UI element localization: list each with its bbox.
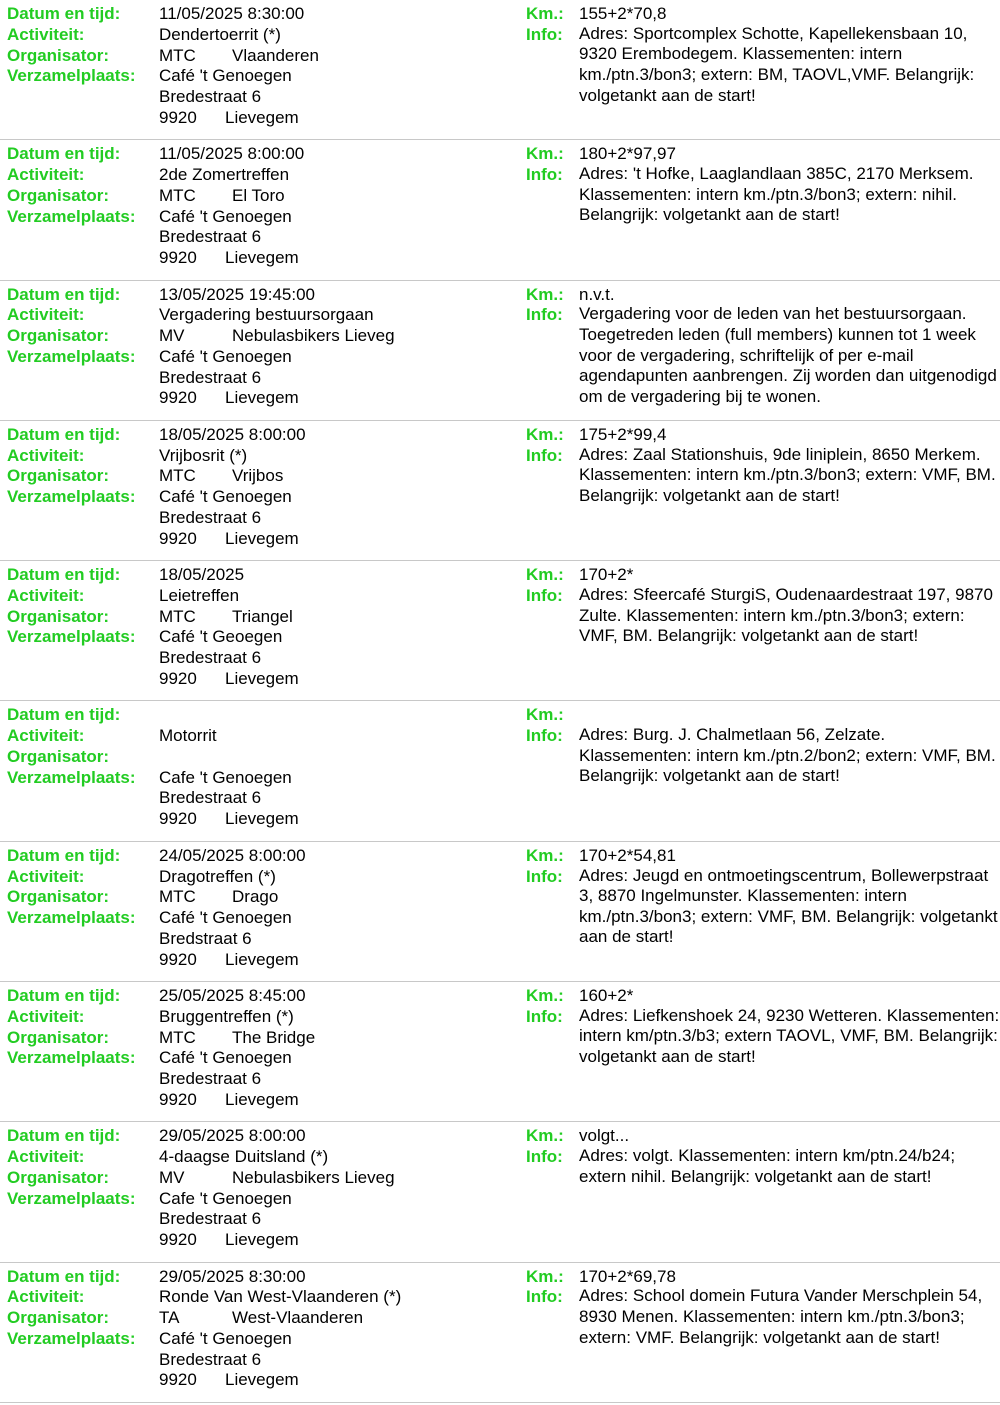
verzamelplaats-label: Verzamelplaats:	[7, 487, 136, 507]
datum-value: 11/05/2025 8:00:00	[159, 144, 305, 164]
verzamelplaats-street: Bredestraat 6	[159, 227, 262, 247]
organisator-label: Organisator:	[7, 466, 110, 486]
info-value: Adres: Jeugd en ontmoetingscentrum, Bollewerpstraat 3, 8870 Ingelmunster. Klassementen: intern km./ptn.3/bon3; extern: VMF, BM. Belangrijk: volgetankt aan de start!	[579, 865, 998, 947]
info-label: Info:	[526, 1006, 563, 1026]
verzamelplaats-city: Lievegem	[225, 1370, 299, 1390]
organisator-label: Organisator:	[7, 606, 110, 626]
datum-value: 13/05/2025 19:45:00	[159, 284, 315, 304]
info-value: Adres: 't Hofke, Laaglandlaan 385C, 2170 Merksem. Klassementen: intern km./ptn.3/bon3; extern: nihil. Belangrijk: volgetankt aan de start!	[579, 164, 974, 225]
activiteit-label: Activiteit:	[7, 1287, 85, 1307]
organisator-label: Organisator:	[7, 1308, 110, 1328]
organisator-label: Organisator:	[7, 1167, 110, 1187]
km-label: Km.:	[526, 705, 564, 725]
verzamelplaats-value: Café 't Genoegen	[159, 1048, 292, 1068]
km-value: 160+2*	[579, 986, 634, 1006]
km-value: 170+2*	[579, 565, 634, 585]
info-value: Adres: volgt. Klassementen: intern km/ptn.24/b24; extern nihil. Belangrijk: volgetankt aan de start!	[579, 1146, 956, 1186]
verzamelplaats-label: Verzamelplaats:	[7, 767, 136, 787]
event-entry	[0, 842, 1000, 982]
info-label: Info:	[526, 726, 563, 746]
verzamelplaats-city: Lievegem	[225, 949, 299, 969]
verzamelplaats-street: Bredestraat 6	[159, 1349, 262, 1369]
activiteit-label: Activiteit:	[7, 866, 85, 886]
verzamelplaats-street: Bredestraat 6	[159, 1069, 262, 1089]
organisator-code: MTC	[159, 45, 196, 65]
verzamelplaats-street: Bredstraat 6	[159, 928, 252, 948]
organisator-name: El Toro	[232, 185, 285, 205]
verzamelplaats-city: Lievegem	[225, 668, 299, 688]
event-entry	[0, 701, 1000, 841]
event-entry	[0, 1122, 1000, 1262]
organisator-label: Organisator:	[7, 746, 110, 766]
organisator-code: MV	[159, 1167, 185, 1187]
datum-value: 25/05/2025 8:45:00	[159, 986, 306, 1006]
info-value: Adres: Sportcomplex Schotte, Kapellekensbaan 10, 9320 Erembodegem. Klassementen: intern km./ptn.3/bon3; extern: BM, TAOVL,VMF. Belangrijk: volgetankt aan de start!	[579, 23, 975, 105]
datum-value: 18/05/2025 8:00:00	[159, 424, 306, 444]
datum-value: 29/05/2025 8:00:00	[159, 1126, 306, 1146]
organisator-name: Vrijbos	[232, 466, 284, 486]
activiteit-label: Activiteit:	[7, 305, 85, 325]
verzamelplaats-value: Café 't Genoegen	[159, 487, 292, 507]
verzamelplaats-zip: 9920	[159, 949, 197, 969]
km-value: 155+2*70,8	[579, 4, 667, 23]
event-entry	[0, 1263, 1000, 1403]
verzamelplaats-label: Verzamelplaats:	[7, 66, 136, 86]
datum-label: Datum en tijd:	[7, 424, 121, 444]
verzamelplaats-city: Lievegem	[225, 1089, 299, 1109]
organisator-code: MTC	[159, 466, 196, 486]
verzamelplaats-zip: 9920	[159, 1370, 197, 1390]
info-label: Info:	[526, 24, 563, 44]
verzamelplaats-zip: 9920	[159, 528, 197, 548]
organisator-code: MTC	[159, 606, 196, 626]
activiteit-value: Motorrit	[159, 726, 217, 746]
activiteit-value: Ronde Van West-Vlaanderen (*)	[159, 1287, 402, 1307]
event-entry	[0, 0, 1000, 140]
verzamelplaats-value: Café 't Genoegen	[159, 346, 292, 366]
info-value: Vergadering voor de leden van het bestuursorgaan. Toegetreden leden (full members) kunnen tot 1 week voor de vergadering, schriftelijk of per e-mail agendapunten aanbrengen. Zij worden dan uitgenodigd om de vergadering bij te wonen.	[579, 304, 997, 406]
activiteit-label: Activiteit:	[7, 1147, 85, 1167]
verzamelplaats-label: Verzamelplaats:	[7, 1328, 136, 1348]
verzamelplaats-label: Verzamelplaats:	[7, 346, 136, 366]
datum-value: 24/05/2025 8:00:00	[159, 845, 306, 865]
event-entry	[0, 281, 1000, 421]
organisator-label: Organisator:	[7, 1027, 110, 1047]
datum-label: Datum en tijd:	[7, 705, 121, 725]
datum-value: 11/05/2025 8:30:00	[159, 4, 305, 23]
km-label: Km.:	[526, 284, 564, 304]
verzamelplaats-street: Bredestraat 6	[159, 367, 262, 387]
activiteit-label: Activiteit:	[7, 165, 85, 185]
info-label: Info:	[526, 1147, 563, 1167]
info-value: Adres: School domein Futura Vander Merschplein 54, 8930 Menen. Klassementen: intern km./ptn.3/bon3; extern: VMF. Belangrijk: volgetankt aan de start!	[579, 1286, 983, 1347]
organisator-code: MTC	[159, 1027, 196, 1047]
datum-label: Datum en tijd:	[7, 565, 121, 585]
activiteit-label: Activiteit:	[7, 24, 85, 44]
info-value: Adres: Zaal Stationshuis, 9de liniplein, 8650 Merkem. Klassementen: intern km./ptn.3/bon3; extern: VMF, BM. Belangrijk: volgetankt aan de start!	[579, 444, 996, 505]
verzamelplaats-zip: 9920	[159, 107, 197, 127]
datum-label: Datum en tijd:	[7, 4, 121, 23]
km-value: 180+2*97,97	[579, 144, 676, 164]
activiteit-value: Dragotreffen (*)	[159, 866, 276, 886]
verzamelplaats-zip: 9920	[159, 809, 197, 829]
verzamelplaats-zip: 9920	[159, 1089, 197, 1109]
organisator-name: The Bridge	[232, 1027, 316, 1047]
datum-label: Datum en tijd:	[7, 144, 121, 164]
km-value: n.v.t.	[579, 284, 615, 304]
km-label: Km.:	[526, 4, 564, 23]
verzamelplaats-zip: 9920	[159, 388, 197, 408]
info-value: Adres: Sfeercafé SturgiS, Oudenaardestraat 197, 9870 Zulte. Klassementen: intern km./ptn.3/bon3; extern: VMF, BM. Belangrijk: volgetankt aan de start!	[579, 584, 993, 646]
organisator-name: Nebulasbikers Lieveg	[232, 326, 395, 346]
organisator-label: Organisator:	[7, 887, 110, 907]
activiteit-value: Dendertoerrit (*)	[159, 24, 281, 44]
activiteit-value: Vergadering bestuursorgaan	[159, 305, 374, 325]
verzamelplaats-city: Lievegem	[225, 248, 299, 268]
verzamelplaats-zip: 9920	[159, 1230, 197, 1250]
activiteit-value: Bruggentreffen (*)	[159, 1006, 294, 1026]
verzamelplaats-value: Café 't Genoegen	[159, 1328, 292, 1348]
km-label: Km.:	[526, 144, 564, 164]
info-label: Info:	[526, 165, 563, 185]
info-label: Info:	[526, 305, 563, 325]
organisator-label: Organisator:	[7, 185, 110, 205]
km-label: Km.:	[526, 845, 564, 865]
verzamelplaats-value: Café 't Genoegen	[159, 66, 292, 86]
activiteit-value: 2de Zomertreffen	[159, 165, 290, 185]
organisator-code: MV	[159, 326, 185, 346]
info-label: Info:	[526, 445, 563, 465]
verzamelplaats-city: Lievegem	[225, 107, 299, 127]
verzamelplaats-city: Lievegem	[225, 388, 299, 408]
verzamelplaats-value: Café 't Geoegen	[159, 627, 283, 647]
km-label: Km.:	[526, 1266, 564, 1286]
verzamelplaats-label: Verzamelplaats:	[7, 206, 136, 226]
km-value: 170+2*54,81	[579, 845, 676, 865]
event-entry	[0, 140, 1000, 280]
km-label: Km.:	[526, 565, 564, 585]
datum-label: Datum en tijd:	[7, 986, 121, 1006]
activiteit-label: Activiteit:	[7, 1006, 85, 1026]
km-value: 175+2*99,4	[579, 424, 667, 444]
activiteit-label: Activiteit:	[7, 726, 85, 746]
verzamelplaats-label: Verzamelplaats:	[7, 1048, 136, 1068]
verzamelplaats-value: Cafe 't Genoegen	[159, 767, 292, 787]
info-label: Info:	[526, 585, 563, 605]
organisator-code: MTC	[159, 185, 196, 205]
info-value: Adres: Liefkenshoek 24, 9230 Wetteren. Klassementen: intern km/ptn.3/b3; extern TAOVL, VMF, BM. Belangrijk: volgetankt aan de start!	[579, 1005, 1000, 1067]
km-value: 170+2*69,78	[579, 1266, 676, 1286]
event-entry	[0, 561, 1000, 701]
info-label: Info:	[526, 1287, 563, 1307]
organisator-name: West-Vlaanderen	[232, 1308, 364, 1328]
organisator-label: Organisator:	[7, 326, 110, 346]
km-label: Km.:	[526, 424, 564, 444]
organisator-code: TA	[159, 1308, 180, 1328]
organisator-name: Triangel	[232, 606, 293, 626]
verzamelplaats-street: Bredestraat 6	[159, 1209, 262, 1229]
verzamelplaats-value: Café 't Genoegen	[159, 206, 292, 226]
activiteit-label: Activiteit:	[7, 585, 85, 605]
km-value: volgt...	[579, 1126, 630, 1146]
activiteit-label: Activiteit:	[7, 445, 85, 465]
verzamelplaats-value: Café 't Genoegen	[159, 908, 292, 928]
activiteit-value: 4-daagse Duitsland (*)	[159, 1147, 329, 1167]
datum-value: 29/05/2025 8:30:00	[159, 1266, 306, 1286]
km-label: Km.:	[526, 1126, 564, 1146]
datum-label: Datum en tijd:	[7, 1126, 121, 1146]
organisator-name: Vlaanderen	[232, 45, 319, 65]
activiteit-value: Leietreffen	[159, 585, 240, 605]
verzamelplaats-street: Bredestraat 6	[159, 507, 262, 527]
event-entry	[0, 421, 1000, 561]
organisator-code: MTC	[159, 887, 196, 907]
organisator-name: Drago	[232, 887, 279, 907]
verzamelplaats-label: Verzamelplaats:	[7, 627, 136, 647]
datum-value: 18/05/2025	[159, 565, 245, 585]
verzamelplaats-city: Lievegem	[225, 809, 299, 829]
organisator-name: Nebulasbikers Lieveg	[232, 1167, 395, 1187]
verzamelplaats-zip: 9920	[159, 248, 197, 268]
verzamelplaats-label: Verzamelplaats:	[7, 1188, 136, 1208]
verzamelplaats-street: Bredestraat 6	[159, 788, 262, 808]
verzamelplaats-street: Bredestraat 6	[159, 87, 262, 106]
verzamelplaats-city: Lievegem	[225, 1230, 299, 1250]
km-label: Km.:	[526, 986, 564, 1006]
datum-label: Datum en tijd:	[7, 845, 121, 865]
datum-label: Datum en tijd:	[7, 284, 121, 304]
datum-label: Datum en tijd:	[7, 1266, 121, 1286]
activiteit-value: Vrijbosrit (*)	[159, 445, 248, 465]
verzamelplaats-value: Cafe 't Genoegen	[159, 1188, 292, 1208]
event-entry	[0, 982, 1000, 1122]
verzamelplaats-city: Lievegem	[225, 528, 299, 548]
verzamelplaats-street: Bredestraat 6	[159, 648, 262, 668]
verzamelplaats-label: Verzamelplaats:	[7, 908, 136, 928]
info-value: Adres: Burg. J. Chalmetlaan 56, Zelzate. Klassementen: intern km./ptn.2/bon2; extern: VMF, BM. Belangrijk: volgetankt aan de start!	[579, 725, 996, 786]
organisator-label: Organisator:	[7, 45, 110, 65]
verzamelplaats-zip: 9920	[159, 668, 197, 688]
info-label: Info:	[526, 866, 563, 886]
